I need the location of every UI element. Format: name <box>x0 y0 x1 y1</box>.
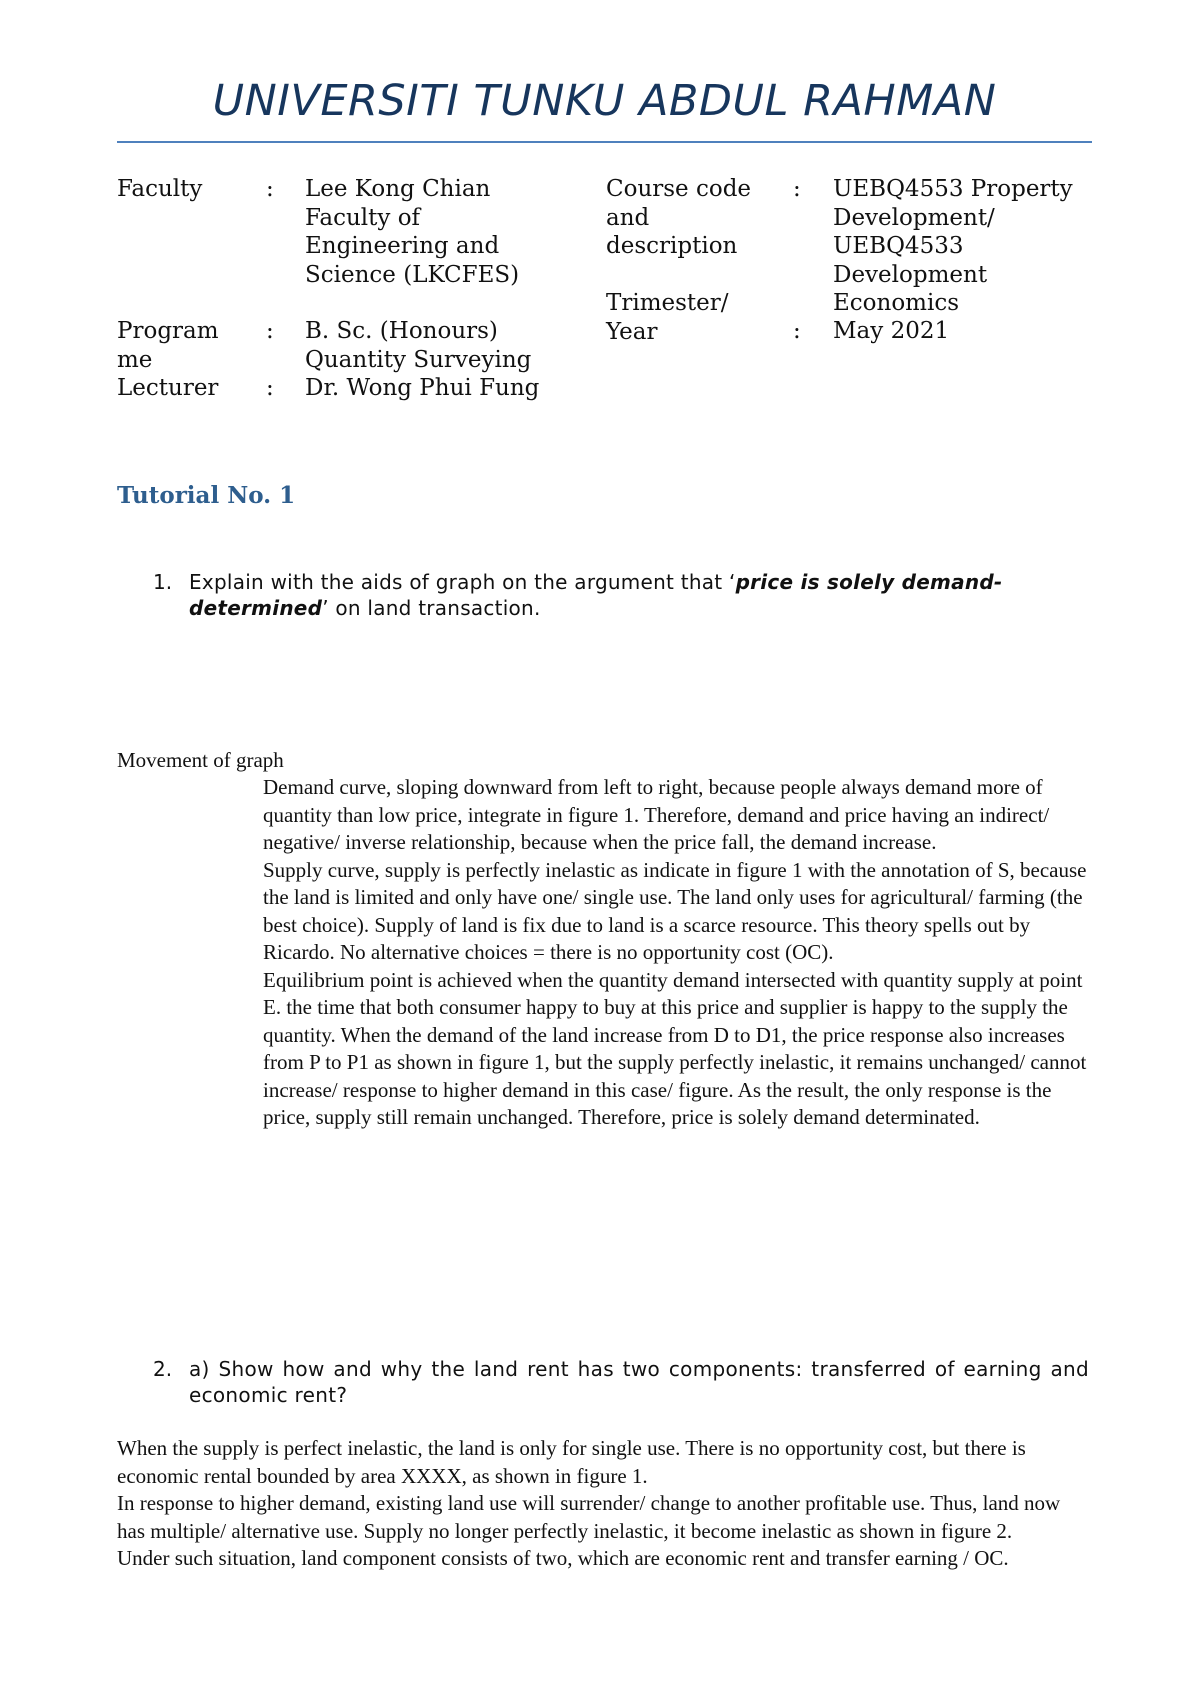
question-text-part: Explain with the aids of graph on the argument that ‘ <box>189 570 736 594</box>
programme-label-line: Program <box>117 318 219 344</box>
trimester-label-line: Trimester/ <box>606 290 729 316</box>
faculty-line: Engineering and <box>305 233 500 259</box>
faculty-line: Science (LKCFES) <box>305 261 520 288</box>
trimester-colon: : <box>793 318 801 344</box>
programme-line: B. Sc. (Honours) <box>305 318 498 344</box>
university-title: UNIVERSITI TUNKU ABDUL RAHMAN <box>212 76 997 126</box>
faculty-line: Faculty of <box>305 204 421 231</box>
answer-paragraph: Demand curve, sloping downward from left to right, because people always demand more of quantity than low price, integrate in figure 1. Therefore, demand and price having an indirect/ negative/ inverse relationship, because when the price fall, the demand increase. <box>263 775 1050 854</box>
course-label <box>606 175 786 261</box>
course-colon: : <box>793 176 801 202</box>
faculty-value <box>305 175 595 289</box>
trimester-label <box>606 289 786 346</box>
answer-1-body <box>263 774 1093 1132</box>
faculty-colon: : <box>266 176 274 202</box>
course-value <box>833 175 1103 318</box>
answer-2-body <box>117 1435 1093 1573</box>
trimester-label-line: Year <box>606 318 658 345</box>
answer-paragraph: In response to higher demand, existing land use will surrender/ change to another profitable use. Thus, land now has multiple/ alternative use. Supply no longer perfectly inelastic, it become inelastic as shown in figure 2. <box>117 1491 1061 1543</box>
answer-paragraph: When the supply is perfect inelastic, the land is only for single use. There is no opportunity cost, but there is economic rental bounded by area XXXX, as shown in figure 1. <box>117 1436 1026 1488</box>
question-number: 2. <box>153 1357 173 1381</box>
tutorial-title: Tutorial No. 1 <box>117 482 296 509</box>
answer-paragraph: Equilibrium point is achieved when the quantity demand intersected with quantity supply at point E. the time that both consumer happy to buy at this price and supplier is happy to the supply the quantity. When the demand of the land increase from D to D1, the price response also increases from P to P1 as shown in figure 1, but the supply perfectly inelastic, it remains unchanged/ cannot increase/ response to higher demand in this case/ figure. As the result, the only response is the price, supply still remain unchanged. Therefore, price is solely demand determinated. <box>263 967 1087 1129</box>
lecturer-label: Lecturer <box>117 375 219 401</box>
programme-label-line: me <box>117 346 153 373</box>
title-underline <box>117 141 1092 143</box>
faculty-line: Lee Kong Chian <box>305 176 491 202</box>
course-line: Development/ <box>833 204 995 231</box>
faculty-label: Faculty <box>117 176 203 202</box>
course-label-line: and <box>606 204 650 231</box>
question-text: a) Show how and why the land rent has two components: transferred of earning and economic rent? <box>189 1357 1089 1407</box>
course-line: UEBQ4533 <box>833 233 964 259</box>
programme-value <box>305 317 595 374</box>
lecturer-value: Dr. Wong Phui Fung <box>305 375 540 401</box>
programme-line: Quantity Surveying <box>305 346 532 373</box>
answer-1-heading: Movement of graph <box>117 748 284 772</box>
course-label-line: Course code <box>606 176 752 202</box>
question-number: 1. <box>153 570 173 594</box>
course-line: UEBQ4553 Property <box>833 176 1073 202</box>
question-emphasis: price is solely demand-determined <box>189 570 1003 620</box>
programme-label <box>117 317 257 374</box>
course-line: Economics <box>833 290 960 316</box>
programme-colon: : <box>266 318 274 344</box>
course-line: Development <box>833 261 988 288</box>
lecturer-colon: : <box>266 375 274 401</box>
course-label-line: description <box>606 233 738 259</box>
answer-paragraph: Under such situation, land component consists of two, which are economic rent and transfer earning / OC. <box>117 1546 1009 1570</box>
trimester-value: May 2021 <box>833 318 950 344</box>
question-text <box>189 569 1089 621</box>
question-text-part: ’ on land transaction. <box>322 596 541 620</box>
answer-paragraph: Supply curve, supply is perfectly inelastic as indicate in figure 1 with the annotation of S, because the land is limited and only have one/ single use. The land only uses for agricultural/ farming (the best choice). Supply of land is fix due to land is a scarce resource. This theory spells out by Ricardo. No alternative choices = there is no opportunity cost (OC). <box>263 857 1087 964</box>
